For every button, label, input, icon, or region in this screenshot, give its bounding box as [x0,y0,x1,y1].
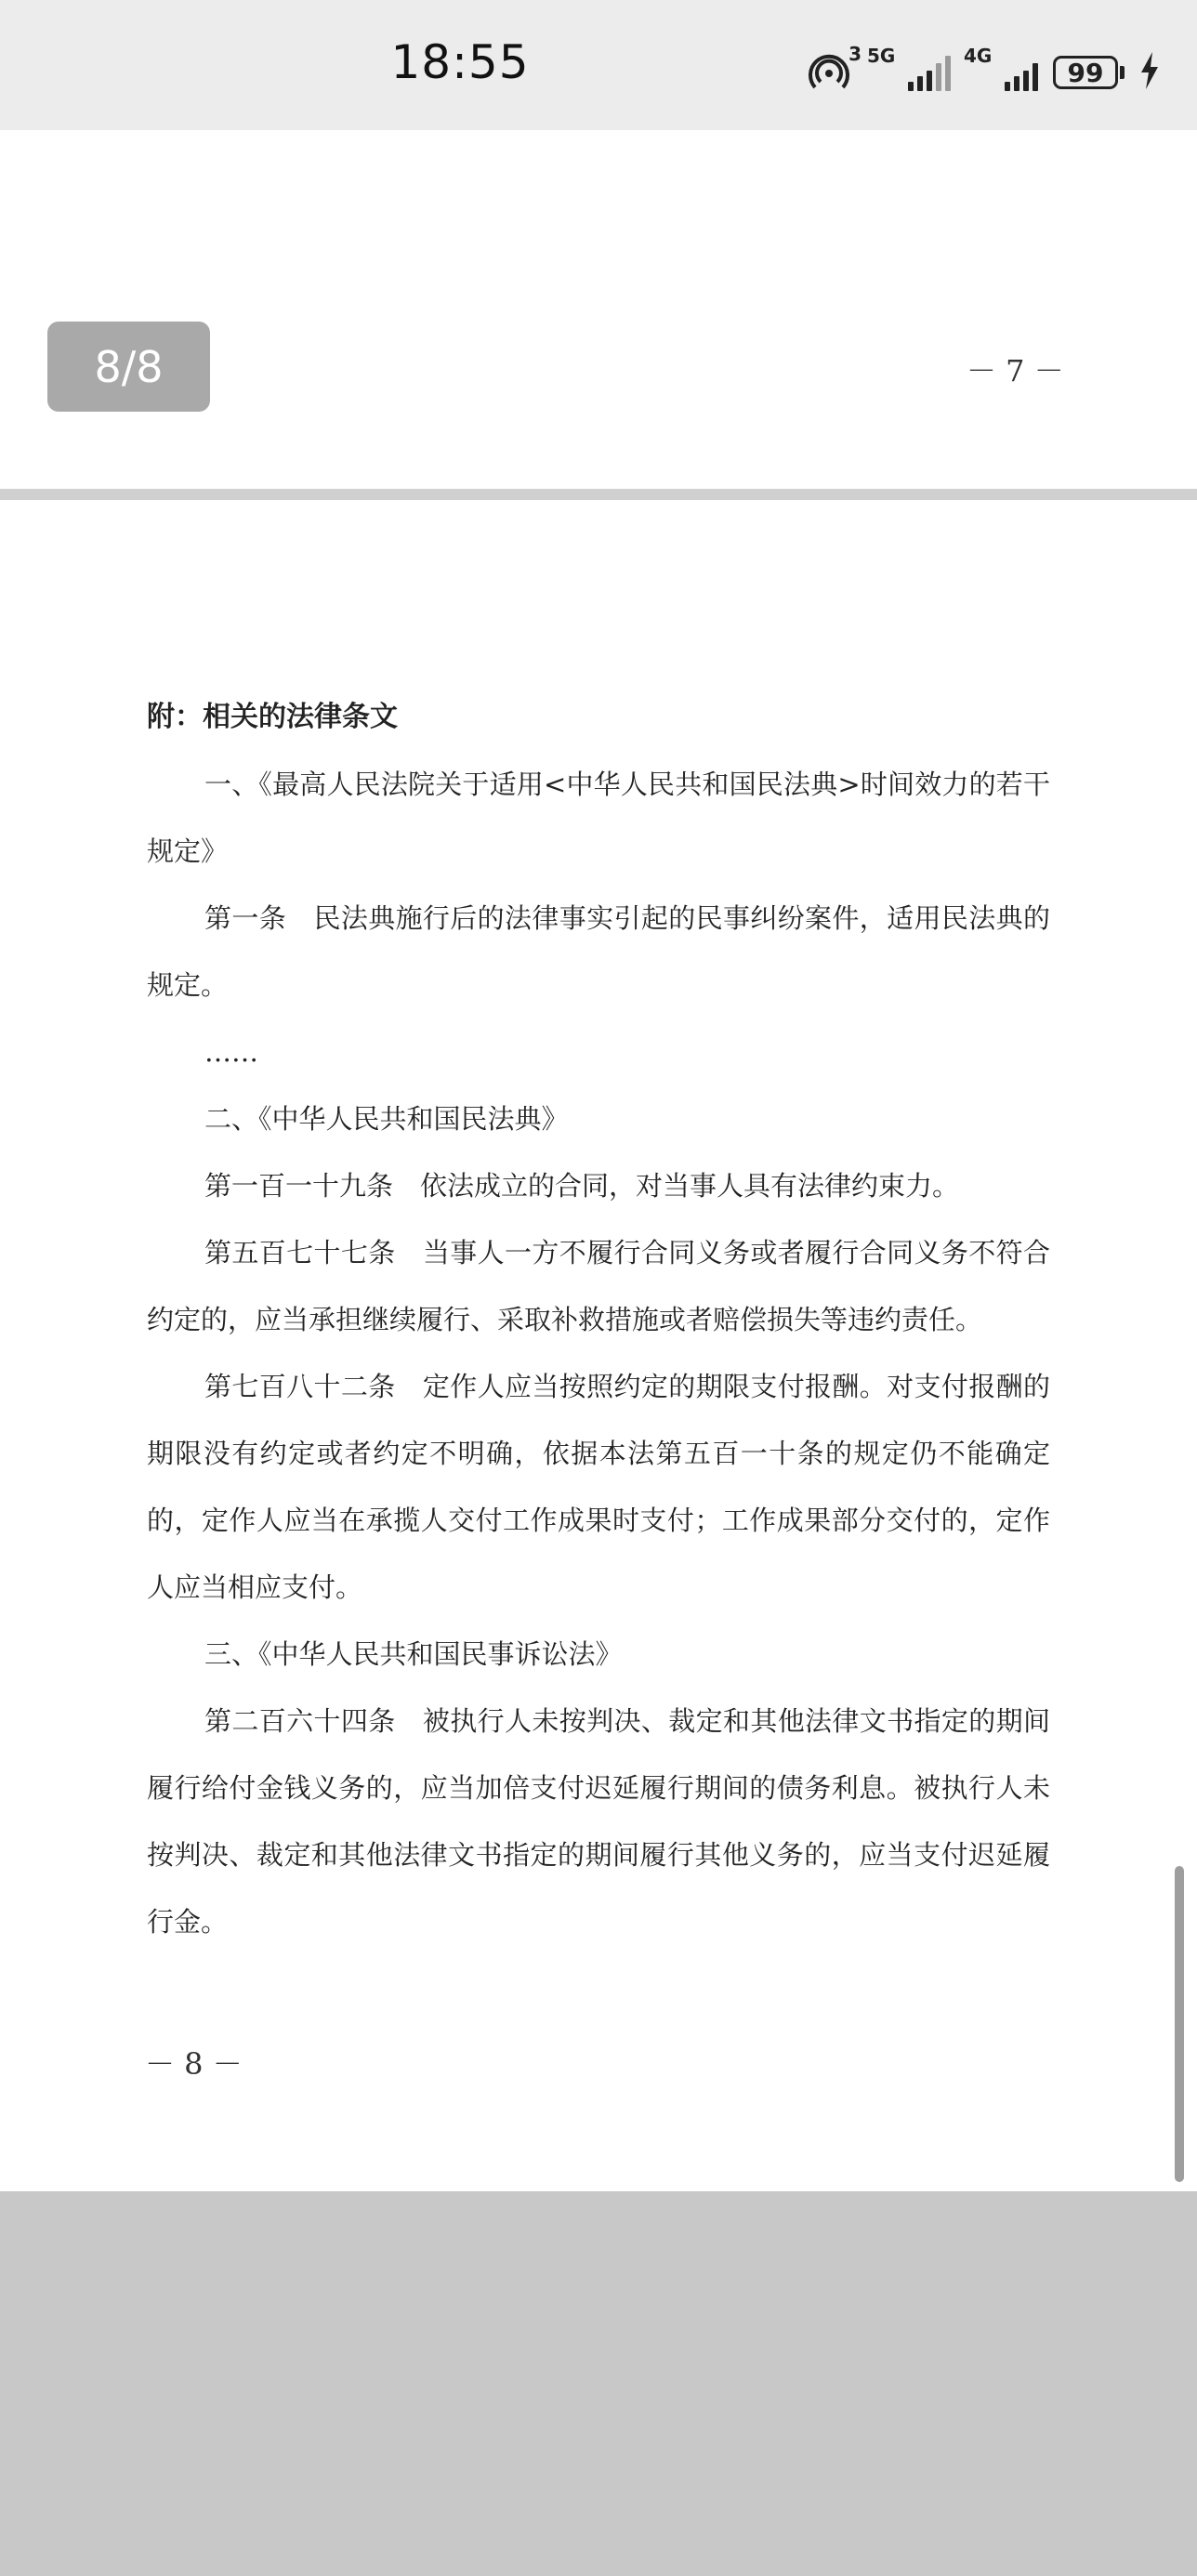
paragraph: 第七百八十二条 定作人应当按照约定的期限支付报酬。对支付报酬的期限没有约定或者约定不明确，依据本法第五百一十条的规定仍不能确定的，定作人应当在承揽人交付工作成果时支付；工作成果部分交付的，定作人应当相应支付。 [147,1371,1050,1603]
page-divider [0,489,1197,500]
document-body [147,684,1050,1955]
status-time: 18:55 [390,35,530,89]
previous-page [0,130,1197,489]
signal-sim2-icon [964,45,1038,91]
paragraph: 一、《最高人民法院关于适用<中华人民共和国民法典>时间效力的若干规定》 [147,769,1050,867]
status-icons [808,43,1160,99]
paragraph: 三、《中华人民共和国民事诉讼法》 [204,1638,623,1670]
hotspot-icon [808,43,862,95]
sim1-network-label: 5G [867,45,896,67]
paragraph: 第二百六十四条 被执行人未按判决、裁定和其他法律文书指定的期间履行给付金钱义务的，应当加倍支付迟延履行期间的债务利息。被执行人未按判决、裁定和其他法律文书指定的期间履行其他义务的，应当支付迟延履行金。 [147,1705,1050,1938]
hotspot-count: 3 [848,43,862,65]
battery-icon [1053,56,1125,89]
paragraph: 第一百一十九条 依法成立的合同，对当事人具有法律约束力。 [204,1170,960,1202]
page-indicator: 8/8 [47,322,210,412]
charging-icon [1139,52,1160,93]
ellipsis: …… [204,1036,258,1068]
battery-level: 99 [1053,56,1118,89]
scrollbar-thumb[interactable] [1175,1866,1184,2182]
paragraph: 二、《中华人民共和国民法典》 [204,1103,569,1135]
current-page-footer: － 8 － [145,2046,243,2082]
status-bar [0,0,1197,130]
paragraph: 第一条 民法典施行后的法律事实引起的民事纠纷案件，适用民法典的规定。 [147,902,1050,1001]
sim2-network-label: 4G [964,45,993,67]
appendix-heading: 附：相关的法律条文 [147,701,398,733]
previous-page-footer: － 7 － [967,353,1064,388]
current-page[interactable] [0,500,1197,2191]
paragraph: 第五百七十七条 当事人一方不履行合同义务或者履行合同义务不符合约定的，应当承担继续履行、采取补救措施或者赔偿损失等违约责任。 [147,1237,1050,1335]
signal-sim1-icon [867,45,951,91]
